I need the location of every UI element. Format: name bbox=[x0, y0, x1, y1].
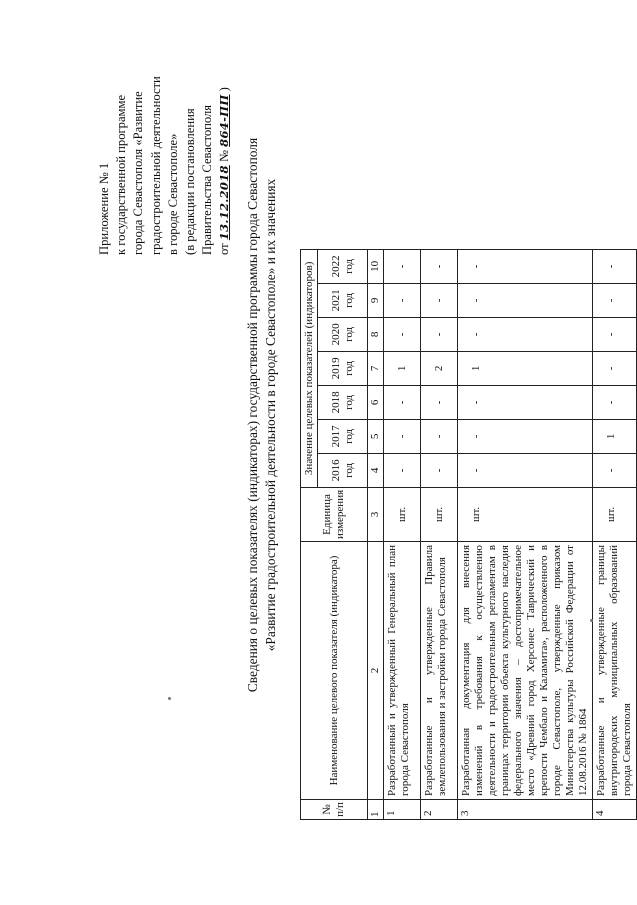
indicator-value: - bbox=[421, 317, 458, 351]
header-year: 2022 год bbox=[318, 249, 368, 283]
indicator-value: - bbox=[421, 249, 458, 283]
appendix-line: в городе Севастополе» bbox=[165, 133, 180, 255]
header-year: 2016 год bbox=[318, 453, 368, 487]
column-number: 6 bbox=[368, 385, 384, 419]
indicator-value: - bbox=[458, 317, 593, 351]
column-number: 2 bbox=[368, 542, 384, 800]
indicator-value: - bbox=[384, 385, 421, 419]
appendix-line: к государственной программе bbox=[114, 94, 129, 255]
indicator-value: - bbox=[458, 419, 593, 453]
indicator-name: Разработанный и утвержденный Генеральный план города Севастополя bbox=[384, 542, 421, 800]
header-year: 2020 год bbox=[318, 317, 368, 351]
document-title bbox=[244, 15, 279, 815]
row-number: 1 bbox=[384, 800, 421, 820]
indicator-value: - bbox=[593, 453, 637, 487]
indicator-value: - bbox=[384, 249, 421, 283]
indicator-value: - bbox=[593, 385, 637, 419]
indicator-value: 2 bbox=[421, 351, 458, 385]
indicator-value: - bbox=[593, 317, 637, 351]
indicator-name: Разработанные и утвержденные Правила землепользования и застройки города Севастополя bbox=[421, 542, 458, 800]
closing-bracket: ) bbox=[217, 87, 232, 92]
header-unit: Единица измерения bbox=[301, 487, 368, 541]
title-line-1: Сведения о целевых показателях (индикаторах) государственной программы города Севастополя bbox=[245, 137, 260, 693]
appendix-line: градостроительной деятельности bbox=[148, 76, 163, 255]
header-year: 2018 год bbox=[318, 385, 368, 419]
indicator-unit: шт. bbox=[421, 487, 458, 541]
indicator-unit: шт. bbox=[458, 487, 593, 541]
handwritten-number: 864-ПП bbox=[217, 94, 232, 147]
indicator-value: 1 bbox=[384, 351, 421, 385]
appendix-date-line bbox=[216, 15, 233, 255]
indicator-name: Разработанная документация для внесения изменений в требования к осуществлению деятельности и градостроительным регламентам в границах территории объекта культурного наследия федерального значения – достопримечательное место «Древний город Херсонес Таврический и крепости Чембало и Каламита», расположенного в городе Севастополе, утвержденные приказом Министерства культуры Российской Федерации от 12.08.2016 № 1864 bbox=[458, 542, 593, 800]
indicator-value: - bbox=[384, 317, 421, 351]
indicator-name: Разработанные и утвержденные границы внутригородских муниципальных образований города Севастополя bbox=[593, 542, 637, 800]
row-number: 2 bbox=[421, 800, 458, 820]
indicator-unit: шт. bbox=[593, 487, 637, 541]
indicator-value: - bbox=[458, 249, 593, 283]
indicator-value: - bbox=[421, 419, 458, 453]
column-number: 5 bbox=[368, 419, 384, 453]
indicator-unit: шт. bbox=[384, 487, 421, 541]
number-label: № bbox=[217, 149, 232, 163]
date-prefix: от bbox=[217, 243, 232, 255]
indicator-value: 1 bbox=[458, 351, 593, 385]
indicator-value: - bbox=[384, 419, 421, 453]
appendix-line: Правительства Севастополя bbox=[200, 104, 215, 255]
table-row bbox=[421, 249, 458, 819]
table-row bbox=[384, 249, 421, 819]
scan-speck bbox=[168, 697, 171, 700]
indicator-value: 1 bbox=[593, 419, 637, 453]
indicator-value: - bbox=[593, 351, 637, 385]
column-number: 10 bbox=[368, 249, 384, 283]
indicator-value: - bbox=[458, 283, 593, 317]
appendix-line: Приложение № 1 bbox=[97, 162, 111, 255]
indicator-value: - bbox=[421, 453, 458, 487]
appendix-line: (в редакции постановления bbox=[183, 108, 198, 255]
header-num: № п/п bbox=[301, 800, 368, 820]
table-row bbox=[458, 249, 593, 819]
indicator-value: - bbox=[458, 453, 593, 487]
handwritten-date: 13.12.2018 bbox=[217, 165, 232, 241]
indicator-value: - bbox=[421, 283, 458, 317]
appendix-line: города Севастополя «Развитие bbox=[131, 91, 146, 255]
column-number: 7 bbox=[368, 351, 384, 385]
header-year: 2021 год bbox=[318, 283, 368, 317]
title-line-2: «Развитие градостроительной деятельности в городе Севастополе» и их значениях bbox=[262, 178, 278, 652]
column-number: 4 bbox=[368, 453, 384, 487]
column-number: 3 bbox=[368, 487, 384, 541]
column-number-row bbox=[368, 249, 384, 819]
header-row bbox=[301, 249, 318, 819]
indicator-value: - bbox=[421, 385, 458, 419]
appendix-block bbox=[96, 15, 234, 255]
header-year: 2019 год bbox=[318, 351, 368, 385]
column-number: 1 bbox=[368, 800, 384, 820]
scan-speck bbox=[590, 619, 593, 622]
header-values-group: Значение целевых показателей (индикаторов) bbox=[301, 249, 318, 487]
table-row bbox=[593, 249, 637, 819]
column-number: 9 bbox=[368, 283, 384, 317]
indicator-value: - bbox=[384, 283, 421, 317]
header-name: Наименование целевого показателя (индикатора) bbox=[301, 542, 368, 800]
row-number: 4 bbox=[593, 800, 637, 820]
column-number: 8 bbox=[368, 317, 384, 351]
indicator-value: - bbox=[593, 249, 637, 283]
indicator-value: - bbox=[593, 283, 637, 317]
header-year: 2017 год bbox=[318, 419, 368, 453]
row-number: 3 bbox=[458, 800, 593, 820]
indicator-value: - bbox=[384, 453, 421, 487]
indicators-table bbox=[300, 249, 637, 820]
indicator-value: - bbox=[458, 385, 593, 419]
